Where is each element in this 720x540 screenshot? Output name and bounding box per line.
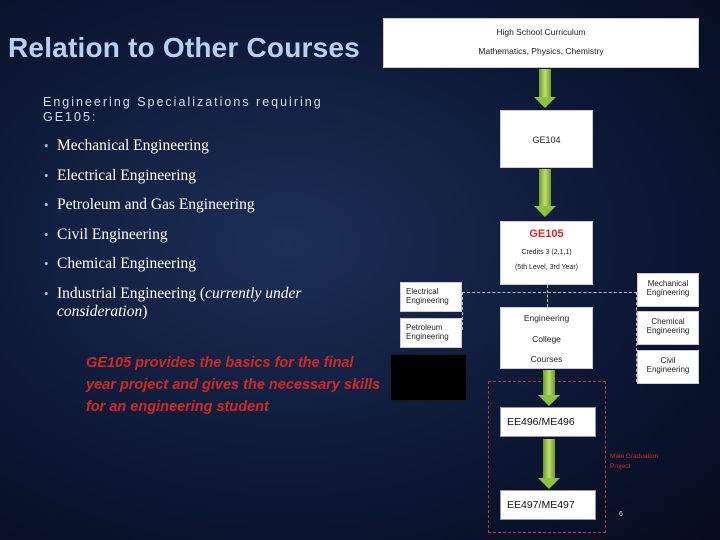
arrow-down-icon xyxy=(539,169,551,207)
page-number: 6 xyxy=(619,511,623,518)
high-school-subjects: Mathematics, Physics, Chemistry xyxy=(478,46,604,56)
electrical-engineering-box: Electrical Engineering xyxy=(400,282,462,312)
connector-line xyxy=(547,285,548,307)
list-item: • Chemical Engineering xyxy=(44,255,197,272)
mechanical-engineering-box: Mechanical Engineering xyxy=(637,273,699,307)
arrow-down-icon xyxy=(539,69,551,98)
ge104-box: GE104 xyxy=(500,110,593,168)
ee496-box: EE496/ME496 xyxy=(500,407,596,437)
bullet-icon: • xyxy=(44,226,49,242)
slide-title: Relation to Other Courses xyxy=(8,32,360,63)
summary-note: GE105 provides the basics for the final year project and gives the necessary skills for an engineering student xyxy=(86,355,381,415)
college-line2: College xyxy=(532,334,561,344)
list-item: • Electrical Engineering xyxy=(44,166,197,184)
engineering-college-box xyxy=(500,307,593,369)
ge105-code: GE105 xyxy=(529,228,564,240)
bullet-icon: • xyxy=(44,256,49,271)
ee497-box: EE497/ME497 xyxy=(500,490,596,520)
list-item: • Petroleum and Gas Engineering xyxy=(44,196,255,213)
specialization-list xyxy=(44,137,374,332)
connector-line xyxy=(462,292,463,330)
redacted-box xyxy=(390,354,467,401)
graduation-note: Main Graduation Project xyxy=(610,453,659,470)
college-line1: Engineering xyxy=(523,313,570,323)
high-school-title: High School Curriculum xyxy=(496,27,586,37)
ge105-box xyxy=(500,221,593,285)
petroleum-engineering-box: Petroleum Engineering xyxy=(400,318,462,348)
slide-subtitle: Engineering Specializations requiring GE105: xyxy=(43,95,323,124)
list-item: • Civil Engineering xyxy=(44,225,168,243)
college-line3: Courses xyxy=(530,354,563,364)
ge105-credits: Credits 3 (2,1,1) xyxy=(521,249,572,256)
bullet-icon: • xyxy=(44,197,49,212)
chemical-engineering-box: Chemical Engineering xyxy=(637,311,699,345)
arrow-down-icon xyxy=(543,370,555,396)
list-item: • Industrial Engineering (currently under consideration) xyxy=(44,284,302,320)
arrow-down-icon xyxy=(543,439,555,479)
ge105-level: (5th Level, 3rd Year) xyxy=(514,264,579,271)
civil-engineering-box: Civil Engineering xyxy=(637,350,699,384)
high-school-box xyxy=(383,18,699,68)
bullet-icon: • xyxy=(44,285,49,301)
bullet-icon: • xyxy=(44,167,49,183)
bullet-icon: • xyxy=(44,138,49,153)
list-item: • Mechanical Engineering xyxy=(44,137,209,154)
connector-line xyxy=(462,292,637,293)
